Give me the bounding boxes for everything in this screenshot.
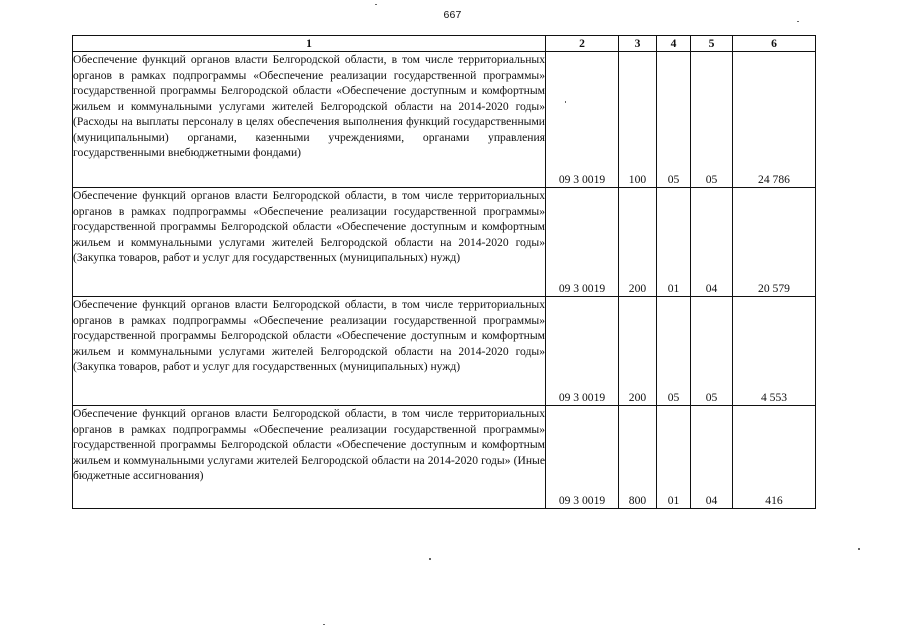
table-row xyxy=(73,52,816,188)
column-header: 2 xyxy=(546,36,619,52)
column-header: 5 xyxy=(691,36,733,52)
column-header: 6 xyxy=(733,36,816,52)
column-header: 1 xyxy=(73,36,546,52)
page-number: 667 xyxy=(443,9,462,21)
amount-cell: 24 786 xyxy=(733,52,816,188)
budget-table xyxy=(72,35,816,509)
target-article-cell: 09 3 0019 xyxy=(546,188,619,297)
row-description: Обеспечение функций органов власти Белгородской области, в том числе территориальных органов в рамках подпрограммы «Обеспечение реализации государственной программы» государственной программы Белгородской области «Обеспечение доступным и комфортным жильем и коммунальными услугами жителей Белгородской области на 2014-2020 годы» (Иные бюджетные ассигнования) xyxy=(73,406,546,509)
scan-speck xyxy=(797,21,799,22)
section-cell: 05 xyxy=(657,297,691,406)
subsection-cell: 04 xyxy=(691,188,733,297)
expense-type-cell: 200 xyxy=(619,188,657,297)
table-header-row xyxy=(73,36,816,52)
section-cell: 01 xyxy=(657,188,691,297)
row-description: Обеспечение функций органов власти Белгородской области, в том числе территориальных органов в рамках подпрограммы «Обеспечение реализации государственной программы» государственной программы Белгородской области «Обеспечение доступным и комфортным жильем и коммунальными услугами жителей Белгородской области на 2014-2020 годы» (Закупка товаров, работ и услуг для государственных (муниципальных) нужд) xyxy=(73,297,546,406)
amount-cell: 20 579 xyxy=(733,188,816,297)
subsection-cell: 04 xyxy=(691,406,733,509)
expense-type-cell: 200 xyxy=(619,297,657,406)
table-row xyxy=(73,188,816,297)
amount-cell: 4 553 xyxy=(733,297,816,406)
table-row xyxy=(73,297,816,406)
scan-speck xyxy=(323,624,325,625)
scan-speck xyxy=(375,4,377,5)
column-header: 3 xyxy=(619,36,657,52)
row-description: Обеспечение функций органов власти Белгородской области, в том числе территориальных органов в рамках подпрограммы «Обеспечение реализации государственной программы» государственной программы Белгородской области «Обеспечение доступным и комфортным жильем и коммунальными услугами жителей Белгородской области на 2014-2020 годы» (Закупка товаров, работ и услуг для государственных (муниципальных) нужд) xyxy=(73,188,546,297)
target-article-cell: 09 3 0019 xyxy=(546,52,619,188)
row-description: Обеспечение функций органов власти Белгородской области, в том числе территориальных органов в рамках подпрограммы «Обеспечение реализации государственной программы» государственной программы Белгородской области «Обеспечение доступным и комфортным жильем и коммунальными услугами жителей Белгородской области на 2014-2020 годы» (Расходы на выплаты персоналу в целях обеспечения выполнения функций государственными (муниципальными) органами, казенными учреждениями, органами управления государственными внебюджетными фондами) xyxy=(73,52,546,188)
table-row xyxy=(73,406,816,509)
section-cell: 01 xyxy=(657,406,691,509)
scan-speck xyxy=(858,548,860,550)
column-header: 4 xyxy=(657,36,691,52)
expense-type-cell: 800 xyxy=(619,406,657,509)
target-article-cell: 09 3 0019 xyxy=(546,406,619,509)
subsection-cell: 05 xyxy=(691,52,733,188)
scan-speck xyxy=(429,558,431,560)
subsection-cell: 05 xyxy=(691,297,733,406)
expense-type-cell: 100 xyxy=(619,52,657,188)
target-article-cell: 09 3 0019 xyxy=(546,297,619,406)
amount-cell: 416 xyxy=(733,406,816,509)
section-cell: 05 xyxy=(657,52,691,188)
